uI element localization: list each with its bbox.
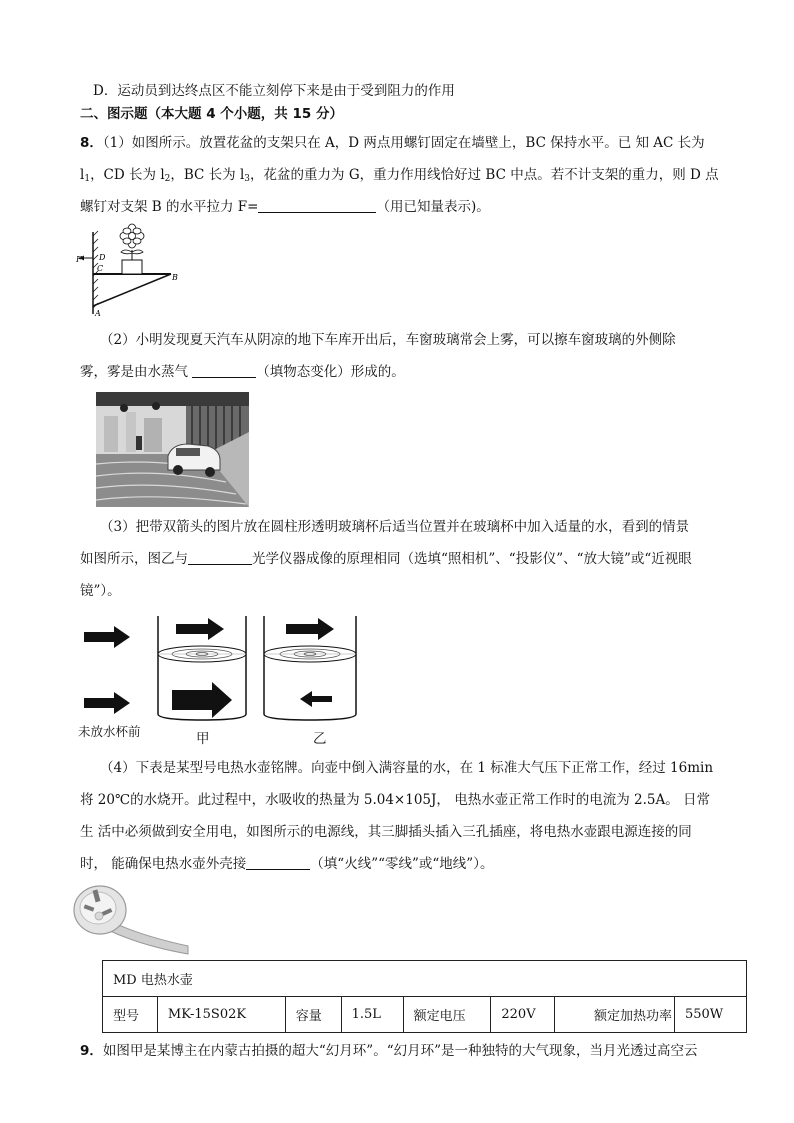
q8-p1-line2: $l_1$，CD 长为 $l_2$，BC 长为 $l_3$，花盆的重力为 G，重力作用线恰好过 BC 中点。若不计支架的重力，则 D 点 <box>80 167 719 184</box>
q8-p4-line1: （4）下表是某型号电热水壶铭牌。向壶中倒入满容量的水，在 1 标准大气压下正常工作，经过 16min <box>100 760 714 776</box>
arrow-before-bottom <box>84 692 130 714</box>
label-a: A <box>95 309 101 318</box>
table-cell: 额定加热功率 <box>555 997 675 1033</box>
q8-p2-line2: 雾，雾是由水蒸气 （填物态变化）形成的。 <box>80 364 405 380</box>
q8-number: 8． <box>80 135 103 151</box>
answer-blank-fog[interactable] <box>192 364 256 378</box>
arrow-before-top <box>84 626 130 648</box>
label-b: B <box>172 273 178 282</box>
label-before-glass: 未放水杯前 <box>78 724 141 739</box>
q9-line1: 9．如图甲是某博主在内蒙古拍摄的超大“幻月环”。“幻月环”是一种独特的大气现象，当月光透过高空云 <box>80 1043 698 1059</box>
label-d: D <box>99 253 106 262</box>
table-cell: 1.5L <box>341 997 403 1033</box>
var-l1: $l_1$ <box>80 167 91 184</box>
three-pin-plug-photo <box>72 880 192 956</box>
q9-number: 9． <box>80 1043 103 1059</box>
table-cell: 220V <box>491 997 555 1033</box>
table-title: MD 电热水壶 <box>103 961 747 997</box>
table-row <box>103 997 747 1033</box>
q8-p4-line4: 时， 能确保电热水壶外壳接 （填“火线”“零线”或“地线”）。 <box>80 856 494 872</box>
glass-yi <box>264 616 356 720</box>
var-l3: $l_3$ <box>239 167 251 184</box>
answer-blank-wire[interactable] <box>246 856 310 870</box>
q8-p3-line1: （3）把带双箭头的图片放在圆柱形透明玻璃杯后适当位置并在玻璃杯中加入适量的水，看到的情景 <box>100 519 690 535</box>
label-yi: 乙 <box>313 731 327 747</box>
q8-p4-line2: 将 20℃的水烧开。此过程中，水吸收的热量为 5.04×105J， 电热水壶正常工作时的电流为 2.5A。 日常 <box>80 792 711 808</box>
q8-p3-line2: 如图所示，图乙与 光学仪器成像的原理相同（选填“照相机”、“投影仪”、“放大镜”或“近视眼 <box>80 551 692 567</box>
q8-p1-line3: 螺钉对支架 B 的水平拉力 F= （用已知量表示)。 <box>80 199 490 215</box>
q8-p1-line1: 8．（1）如图所示。放置花盆的支架只在 A，D 两点用螺钉固定在墙壁上，BC 保持水平。已 知 AC 长为 <box>80 135 705 151</box>
label-jia: 甲 <box>196 731 210 747</box>
table-cell: 额定电压 <box>403 997 491 1033</box>
table-cell: MK-15S02K <box>157 997 285 1033</box>
table-cell: 容量 <box>285 997 341 1033</box>
q8-p4-line3: 生 活中必须做到安全用电，如图所示的电源线，其三脚插头插入三孔插座，将电热水壶跟电源连接的同 <box>80 824 692 840</box>
kettle-nameplate-table <box>102 960 747 1033</box>
table-cell: 550W <box>674 997 746 1033</box>
flower-stand-figure <box>75 222 185 322</box>
q8-p2-line1: （2）小明发现夏天汽车从阴凉的地下车库开出后，车窗玻璃常会上雾，可以擦车窗玻璃的外侧除 <box>100 332 676 348</box>
label-f: F <box>76 255 82 264</box>
table-cell: 型号 <box>103 997 158 1033</box>
answer-blank-optics[interactable] <box>188 551 252 565</box>
q7-option-d: D．运动员到达终点区不能立刻停下来是由于受到阻力的作用 <box>93 83 455 99</box>
q8-p3-line3: 镜”）。 <box>80 583 121 599</box>
answer-blank-f[interactable] <box>258 199 376 213</box>
glass-jia <box>158 616 246 720</box>
label-c: C <box>97 264 104 273</box>
table-title-row <box>103 961 747 997</box>
section-heading: 二、图示题（本大题 4 个小题，共 15 分） <box>80 106 343 122</box>
var-l2: $l_2$ <box>160 167 171 184</box>
car-garage-photo <box>96 392 249 507</box>
